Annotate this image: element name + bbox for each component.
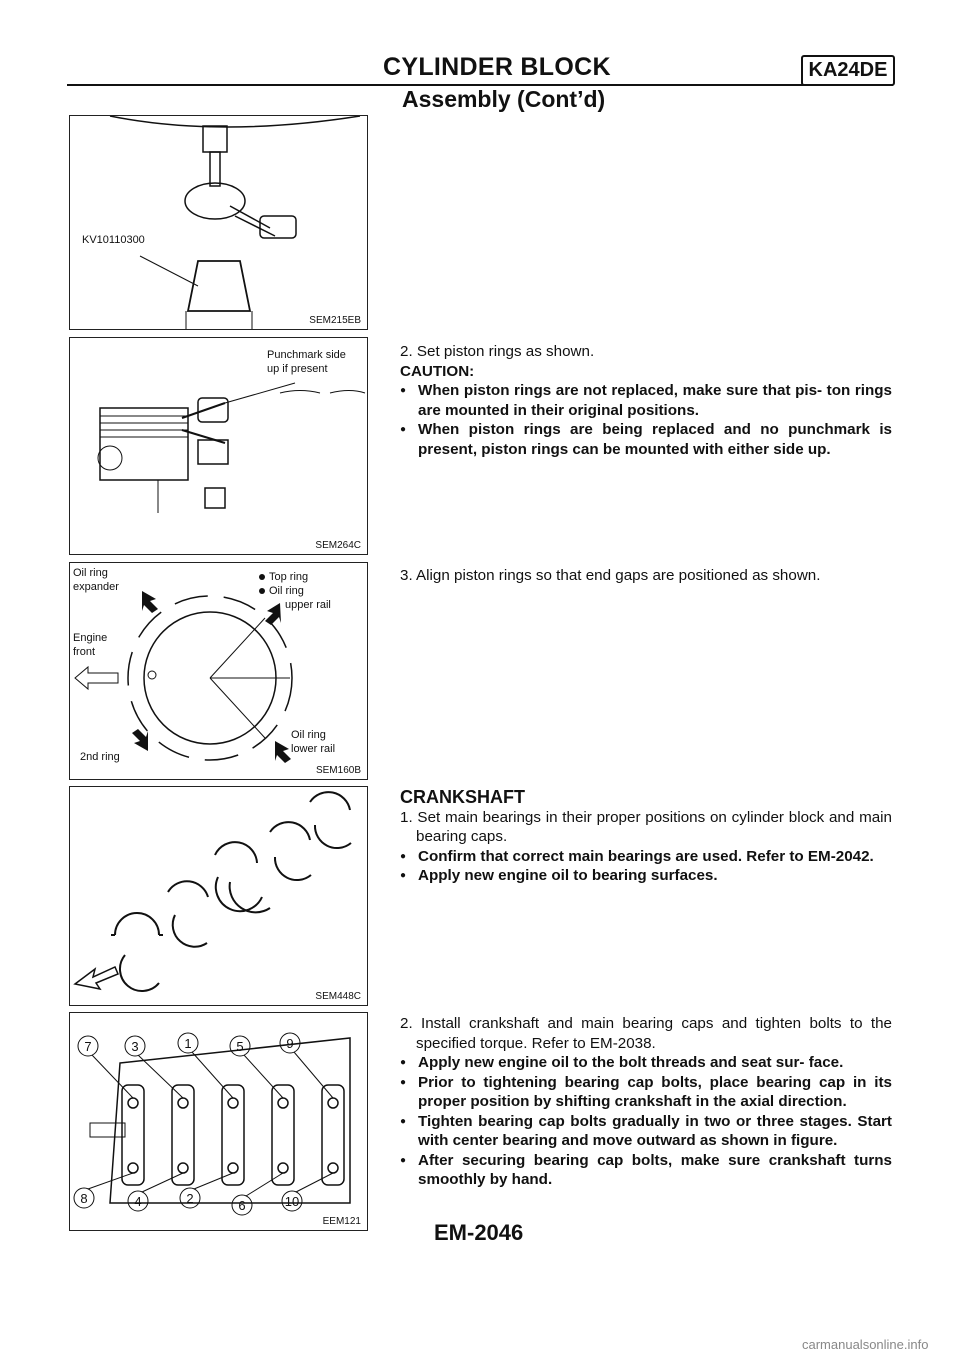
instruction-bullet: ● After securing bearing cap bolts, make sure crankshaft turns smoothly by hand. (400, 1151, 892, 1190)
engine-front-label-2: front (73, 646, 96, 658)
crankshaft-install-instructions (400, 1014, 892, 1190)
step-text: 3. Align piston rings so that end gaps are positioned as shown. (400, 567, 821, 584)
caution-bullet: ● When piston rings are not replaced, make sure that pis- ton rings are mounted in their original positions. (400, 381, 892, 420)
section-heading: CRANKSHAFT (400, 787, 525, 807)
caution-heading: CAUTION: (400, 362, 475, 380)
oil-ring-upper-label-1: Oil ring (269, 585, 304, 597)
instruction-bullet: ● Confirm that correct main bearings are used. Refer to EM-2042. (400, 847, 892, 867)
punchmark-label-line2: up if present (267, 363, 328, 375)
instruction-bullet: ● Tighten bearing cap bolts gradually in two or three stages. Start with center bearing and move outward as shown in figure. (400, 1112, 892, 1151)
oil-ring-lower-label-2: lower rail (291, 743, 336, 755)
figure-piston-ring-marks (69, 337, 368, 555)
second-ring-label: 2nd ring (80, 751, 120, 763)
section-subtitle: Assembly (Cont’d) (402, 86, 606, 112)
figure-code: SEM215EB (309, 315, 361, 326)
bolt-order-number: 8 (80, 1191, 88, 1206)
engine-badge: KA24DE (801, 55, 895, 86)
instruction-bullet: ● Apply new engine oil to bearing surfaces. (400, 866, 892, 886)
figure-bolt-tightening-order (69, 1012, 368, 1231)
ring-gap-instructions (400, 566, 892, 586)
page-number: EM-2046 (434, 1220, 524, 1245)
figure-code: SEM448C (315, 991, 361, 1002)
crankshaft-section (400, 788, 892, 886)
oil-ring-upper-label-2: upper rail (285, 599, 331, 611)
bolt-order-number: 2 (186, 1191, 194, 1206)
figure-code: EEM121 (322, 1216, 361, 1227)
step-text: 2. Set piston rings as shown. (400, 343, 595, 360)
figure-code: SEM160B (315, 765, 361, 776)
figure-ring-gap-positions (69, 562, 368, 780)
figure-piston-tool (69, 115, 368, 330)
bolt-order-number: 7 (84, 1039, 92, 1054)
step-text: 2. Install crankshaft and main bearing caps and tighten bolts to the specified torque. Refer to EM-2038. (400, 1015, 892, 1052)
oil-ring-expander-label-1: Oil ring (73, 567, 108, 579)
caution-bullet: ● When piston rings are being replaced and no punchmark is present, piston rings can be mounted with either side up. (400, 420, 892, 459)
instruction-bullet: ● Apply new engine oil to the bolt threads and seat sur- face. (400, 1053, 892, 1073)
bolt-order-number: 1 (184, 1036, 192, 1051)
bolt-order-number: 6 (238, 1198, 246, 1213)
top-ring-label: Top ring (269, 571, 309, 583)
watermark: carmanualsonline.info (802, 1337, 929, 1352)
figure-main-bearings (69, 786, 368, 1006)
bolt-order-number: 9 (286, 1036, 294, 1051)
oil-ring-lower-label-1: Oil ring (291, 729, 326, 741)
punchmark-label-line1: Punchmark side (267, 349, 346, 361)
figure-code: SEM264C (315, 540, 361, 551)
engine-front-label-1: Engine (73, 632, 108, 644)
bolt-order-number: 3 (131, 1039, 139, 1054)
bolt-order-number: 10 (284, 1194, 300, 1209)
section-title: CYLINDER BLOCK (383, 53, 611, 81)
bolt-order-number: 4 (134, 1194, 142, 1209)
bolt-order-number: 5 (236, 1039, 244, 1054)
piston-ring-instructions (400, 342, 892, 459)
step-text: 1. Set main bearings in their proper positions on cylinder block and main bearing caps. (400, 808, 892, 845)
instruction-bullet: ● Prior to tightening bearing cap bolts, place bearing cap in its proper position by shifting crankshaft in the axial direction. (400, 1073, 892, 1112)
tool-number-label: KV10110300 (82, 234, 145, 246)
oil-ring-expander-label-2: expander (73, 581, 119, 593)
